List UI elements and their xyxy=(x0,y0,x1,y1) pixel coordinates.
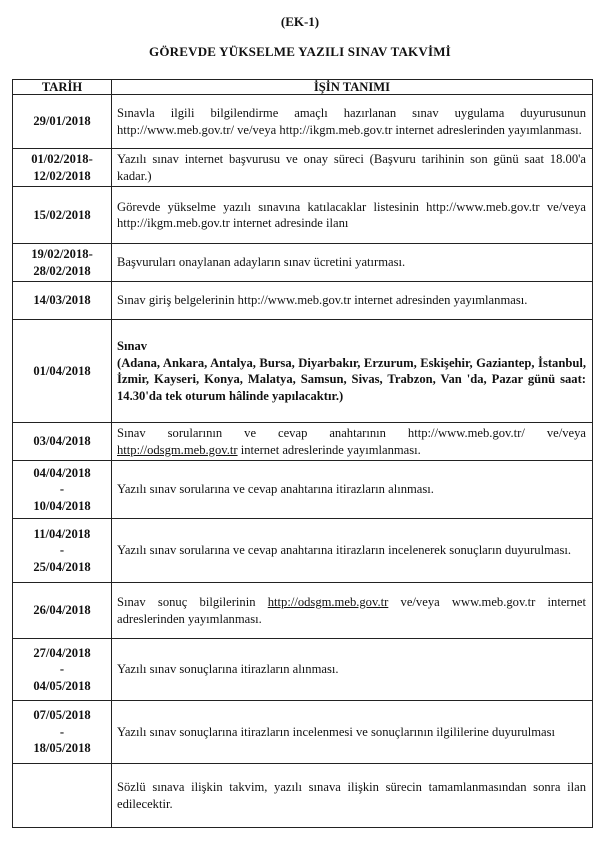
row-description: Sözlü sınava ilişkin takvim, yazılı sınava ilişkin sürecin tamamlanmasından sonra ilan edilecektir. xyxy=(112,764,593,828)
row-description xyxy=(112,320,593,423)
row-date xyxy=(13,764,112,828)
row-date: 14/03/2018 xyxy=(13,282,112,320)
odsgm-link[interactable]: http://odsgm.meb.gov.tr xyxy=(117,442,238,457)
table-row xyxy=(13,423,593,461)
document-title: GÖREVDE YÜKSELME YAZILI SINAV TAKVİMİ xyxy=(149,44,451,59)
row-description: Yazılı sınav sonuçlarına itirazların alınması. xyxy=(112,639,593,701)
table-row xyxy=(13,764,593,828)
row-description: Yazılı sınav sorularına ve cevap anahtarına itirazların alınması. xyxy=(112,461,593,519)
row-date: 15/02/2018 xyxy=(13,187,112,244)
table-row xyxy=(13,187,593,244)
row-date: 07/05/2018 - 18/05/2018 xyxy=(13,701,112,764)
table-row xyxy=(13,244,593,282)
row-description: Sınav sonuç bilgilerinin http://odsgm.meb.gov.tr ve/veya www.meb.gov.tr internet adreslerinden yayımlanması. xyxy=(112,583,593,639)
table-header-row xyxy=(13,80,593,95)
row-description: Yazılı sınav sorularına ve cevap anahtarına itirazların incelenerek sonuçların duyurulması. xyxy=(112,519,593,583)
table-row xyxy=(13,701,593,764)
table-row xyxy=(13,639,593,701)
table-row xyxy=(13,282,593,320)
table-row xyxy=(13,519,593,583)
annex-label: (EK-1) xyxy=(280,14,320,29)
title-block xyxy=(0,0,600,60)
odsgm-link[interactable]: http://odsgm.meb.gov.tr xyxy=(267,595,389,609)
row-date: 11/04/2018 - 25/04/2018 xyxy=(13,519,112,583)
row-description: Sınav sorularının ve cevap anahtarının http://www.meb.gov.tr/ ve/veya http://odsgm.meb.gov.tr internet adreslerinde yayımlanması. xyxy=(112,423,593,461)
row-description: Başvuruları onaylanan adayların sınav ücretini yatırması. xyxy=(112,244,593,282)
table-row xyxy=(13,95,593,149)
row-date: 19/02/2018- 28/02/2018 xyxy=(13,244,112,282)
row-description: Sınav giriş belgelerinin http://www.meb.gov.tr internet adresinden yayımlanması. xyxy=(112,282,593,320)
exam-heading: Sınav xyxy=(117,339,148,353)
table-row xyxy=(13,320,593,423)
exam-details: (Adana, Ankara, Antalya, Bursa, Diyarbakır, Erzurum, Eskişehir, Gaziantep, İstanbul, İzmir, Kayseri, Konya, Malatya, Samsun, Sivas, Trabzon, Van 'da, Pazar günü saat: 14.30'da tek oturum hâlinde yapılacaktır.) xyxy=(117,355,586,403)
table-row xyxy=(13,461,593,519)
row-date: 01/02/2018- 12/02/2018 xyxy=(13,149,112,187)
row-description: Görevde yükselme yazılı sınavına katılacaklar listesinin http://www.meb.gov.tr ve/veya http://ikgm.meb.gov.tr internet adresinde ilanı xyxy=(112,187,593,244)
row-description: Yazılı sınav internet başvurusu ve onay süreci (Başvuru tarihinin son günü saat 18.00'a kadar.) xyxy=(112,149,593,187)
row-description: Sınavla ilgili bilgilendirme amaçlı hazırlanan sınav uygulama duyurusunun http://www.meb.gov.tr/ ve/veya http://ikgm.meb.gov.tr internet adreslerinden yayımlanması. xyxy=(112,95,593,149)
header-description: İŞİN TANIMI xyxy=(112,80,593,95)
row-date: 27/04/2018 - 04/05/2018 xyxy=(13,639,112,701)
table-row xyxy=(13,583,593,639)
schedule-table xyxy=(12,79,593,828)
row-date: 04/04/2018 - 10/04/2018 xyxy=(13,461,112,519)
table-row xyxy=(13,149,593,187)
row-date: 01/04/2018 xyxy=(13,320,112,423)
row-date: 26/04/2018 xyxy=(13,583,112,639)
row-date: 29/01/2018 xyxy=(13,95,112,149)
row-date: 03/04/2018 xyxy=(13,423,112,461)
row-description: Yazılı sınav sonuçlarına itirazların incelenmesi ve sonuçlarının ilgililerine duyurulması xyxy=(112,701,593,764)
header-date: TARİH xyxy=(13,80,112,95)
